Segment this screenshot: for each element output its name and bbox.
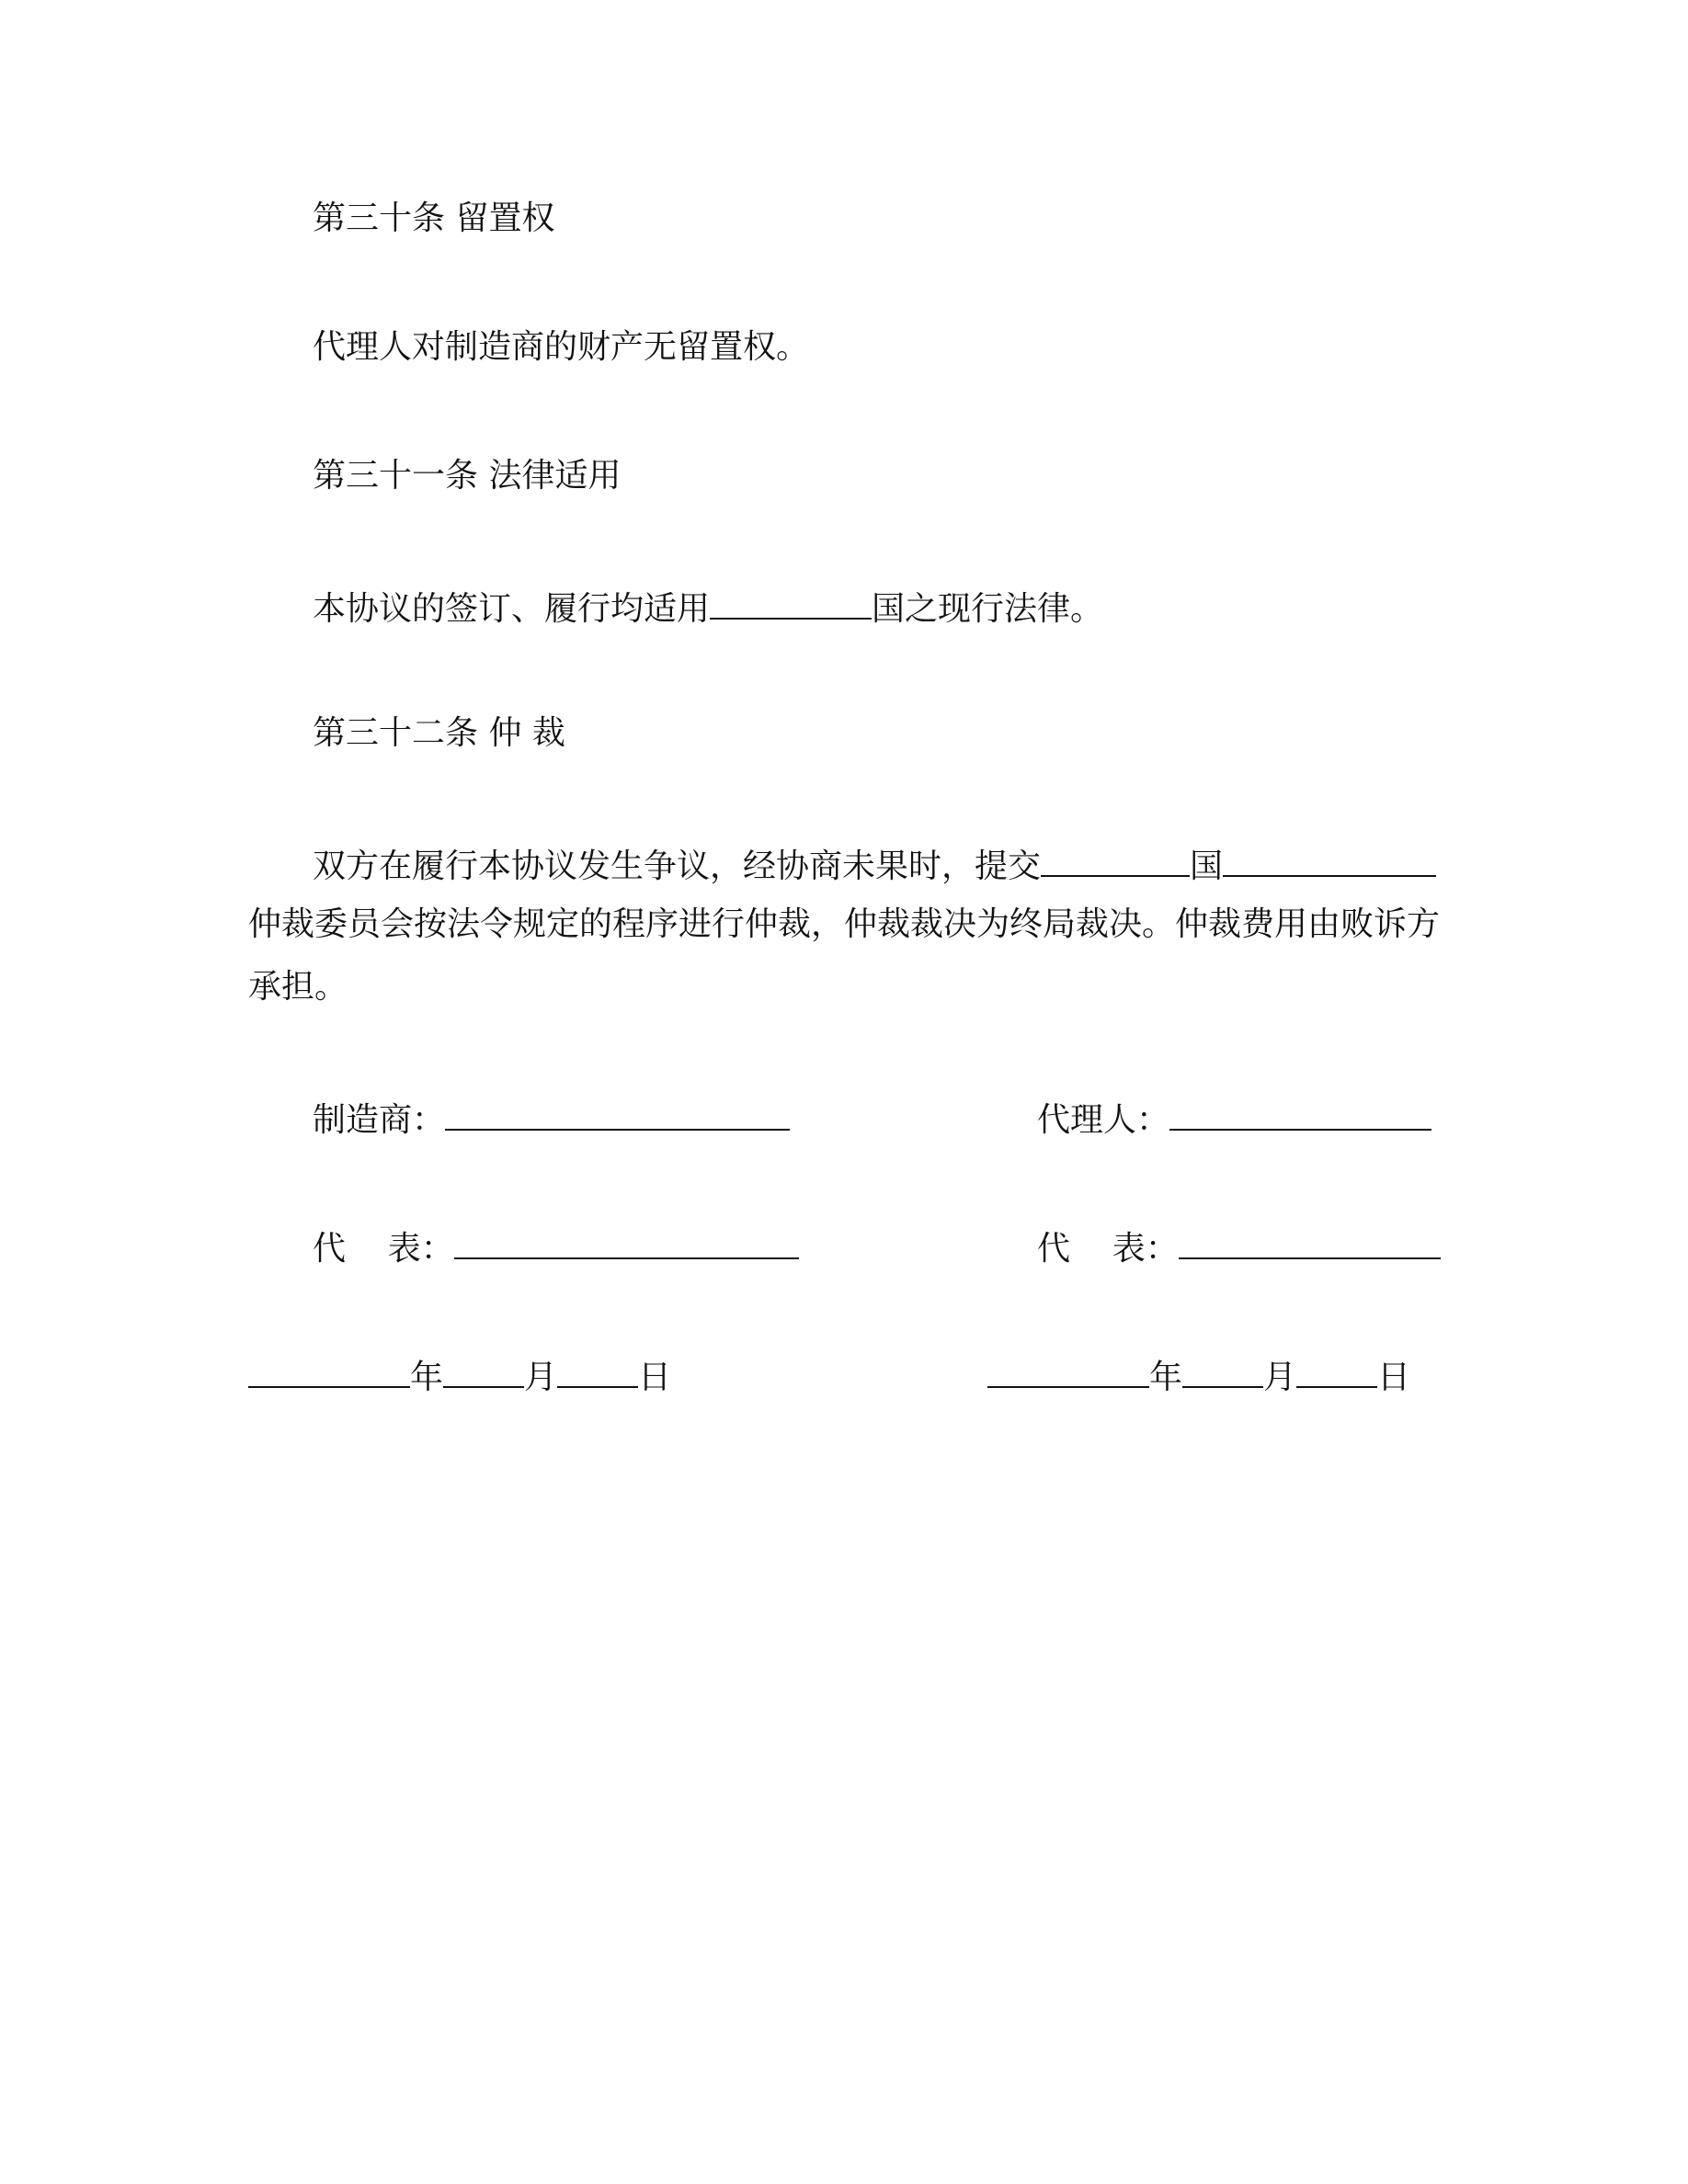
- agent-year-blank[interactable]: [987, 1351, 1149, 1388]
- manufacturer-rep-row: [313, 1223, 799, 1271]
- manufacturer-signature-row: [313, 1094, 790, 1143]
- agent-rep-blank[interactable]: [1179, 1223, 1441, 1259]
- agent-date-row: [987, 1351, 1410, 1400]
- agent-signature-row: [1037, 1094, 1431, 1143]
- article-31-heading: 第三十一条 法律适用: [313, 457, 622, 495]
- article-32-line-1: [313, 840, 1436, 889]
- manufacturer-date-row: [248, 1351, 671, 1400]
- arbitration-country-blank[interactable]: [1041, 840, 1190, 877]
- month-label-left: 月: [524, 1359, 558, 1396]
- arbitration-commission-blank[interactable]: [1223, 840, 1436, 877]
- article-32-country-char: 国: [1190, 847, 1224, 885]
- agent-name-blank[interactable]: [1169, 1094, 1431, 1131]
- article-32-line-3: 承担。: [248, 968, 348, 1006]
- agent-month-blank[interactable]: [1182, 1351, 1263, 1388]
- manufacturer-rep-blank[interactable]: [454, 1223, 799, 1259]
- country-blank[interactable]: [710, 583, 872, 620]
- article-32-line-2: 仲裁委员会按法令规定的程序进行仲裁，仲裁裁决为终局裁决。仲裁费用由败诉方: [248, 905, 1441, 943]
- article-30-body: 代理人对制造商的财产无留置权。: [313, 328, 810, 366]
- article-31-body-before: 本协议的签订、履行均适用: [313, 590, 711, 628]
- day-label-left: 日: [638, 1359, 672, 1396]
- article-31-body: [313, 583, 1103, 631]
- agent-label: 代理人：: [1037, 1101, 1170, 1139]
- rep-label-right: 代 表：: [1037, 1230, 1179, 1268]
- year-label-left: 年: [410, 1359, 444, 1396]
- agent-rep-row: [1037, 1223, 1441, 1271]
- manufacturer-day-blank[interactable]: [557, 1351, 638, 1388]
- rep-label-left: 代 表：: [313, 1230, 454, 1268]
- agent-day-blank[interactable]: [1296, 1351, 1377, 1388]
- month-label-right: 月: [1263, 1359, 1297, 1396]
- manufacturer-month-blank[interactable]: [443, 1351, 524, 1388]
- manufacturer-name-blank[interactable]: [445, 1094, 790, 1131]
- manufacturer-year-blank[interactable]: [248, 1351, 410, 1388]
- article-31-body-after: 国之现行法律。: [872, 590, 1104, 628]
- article-30-heading: 第三十条 留置权: [313, 199, 555, 237]
- manufacturer-label: 制造商：: [313, 1101, 446, 1139]
- article-32-line-1-text: 双方在履行本协议发生争议，经协商未果时，提交: [313, 847, 1042, 885]
- year-label-right: 年: [1149, 1359, 1183, 1396]
- article-32-heading: 第三十二条 仲 裁: [313, 714, 565, 752]
- day-label-right: 日: [1377, 1359, 1411, 1396]
